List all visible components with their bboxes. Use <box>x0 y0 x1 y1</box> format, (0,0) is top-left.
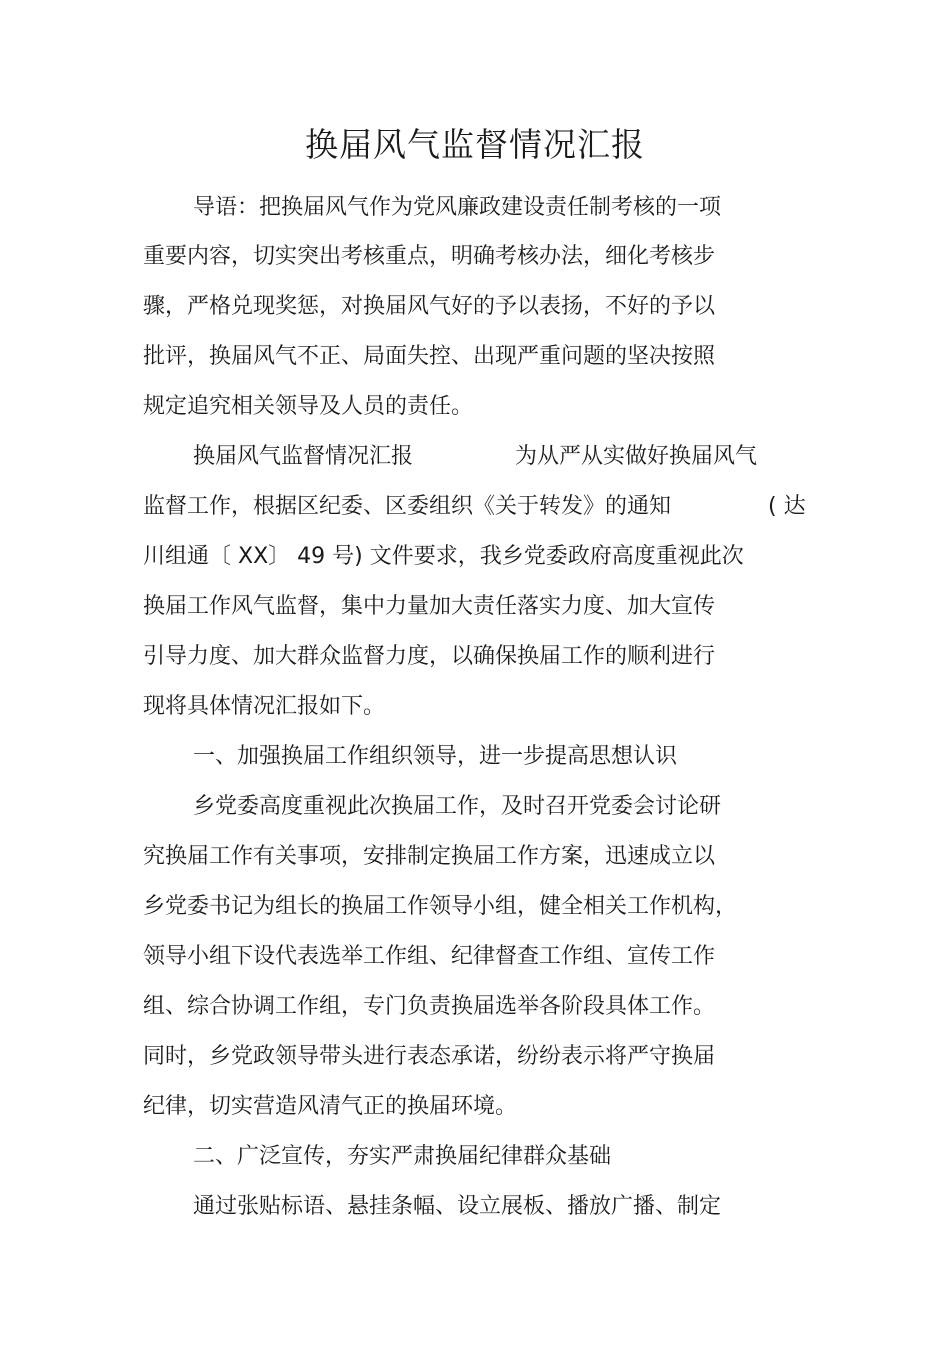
intro-line-3: 骤，严格兑现奖惩，对换届风气好的予以表扬，不好的予以 <box>143 294 716 319</box>
section-1-heading: 一、加强换届工作组织领导，进一步提高思想认识 <box>193 744 678 769</box>
body-line-3: 换届工作风气监督，集中力量加大责任落实力度、加大宣传 <box>143 594 716 619</box>
section-1-line-4: 领导小组下设代表选举工作组、纪律督查工作组、宣传工作 <box>143 944 716 969</box>
intro-line-1: 导语：把换届风气作为党风廉政建设责任制考核的一项 <box>193 195 722 220</box>
document-title: 换届风气监督情况汇报 <box>305 125 645 164</box>
body-line-1-right: ( 达 <box>768 494 806 519</box>
section-2-line-1: 通过张贴标语、悬挂条幅、设立展板、播放广播、制定 <box>193 1194 722 1219</box>
section-1-line-7: 纪律，切实营造风清气正的换届环境。 <box>143 1094 518 1119</box>
section-1-line-1: 乡党委高度重视此次换届工作，及时召开党委会讨论研 <box>193 794 722 819</box>
body-line-1: 监督工作，根据区纪委、区委组织《关于转发》的通知 <box>143 494 672 519</box>
intro-line-2: 重要内容，切实突出考核重点，明确考核办法，细化考核步 <box>143 244 716 269</box>
section-1-line-2: 究换届工作有关事项，安排制定换届工作方案，迅速成立以 <box>143 844 716 869</box>
body-heading-right: 为从严从实做好换届风气 <box>515 444 758 469</box>
body-line-5: 现将具体情况汇报如下。 <box>143 694 386 719</box>
body-heading-left: 换届风气监督情况汇报 <box>193 444 414 469</box>
section-1-line-6: 同时，乡党政领导带头进行表态承诺，纷纷表示将严守换届 <box>143 1044 716 1069</box>
section-1-line-5: 组、综合协调工作组，专门负责换届选举各阶段具体工作。 <box>143 994 716 1019</box>
body-line-4: 引导力度、加大群众监督力度，以确保换届工作的顺利进行 <box>143 644 716 669</box>
section-2-heading: 二、广泛宣传，夯实严肃换届纪律群众基础 <box>193 1144 612 1169</box>
section-1-line-3: 乡党委书记为组长的换届工作领导小组，健全相关工作机构， <box>143 894 738 919</box>
intro-line-4: 批评，换届风气不正、局面失控、出现严重问题的坚决按照 <box>143 344 716 369</box>
body-line-2: 川组通〔 XX〕 49 号) 文件要求，我乡党委政府高度重视此次 <box>143 544 744 569</box>
intro-line-5: 规定追究相关领导及人员的责任。 <box>143 394 474 419</box>
